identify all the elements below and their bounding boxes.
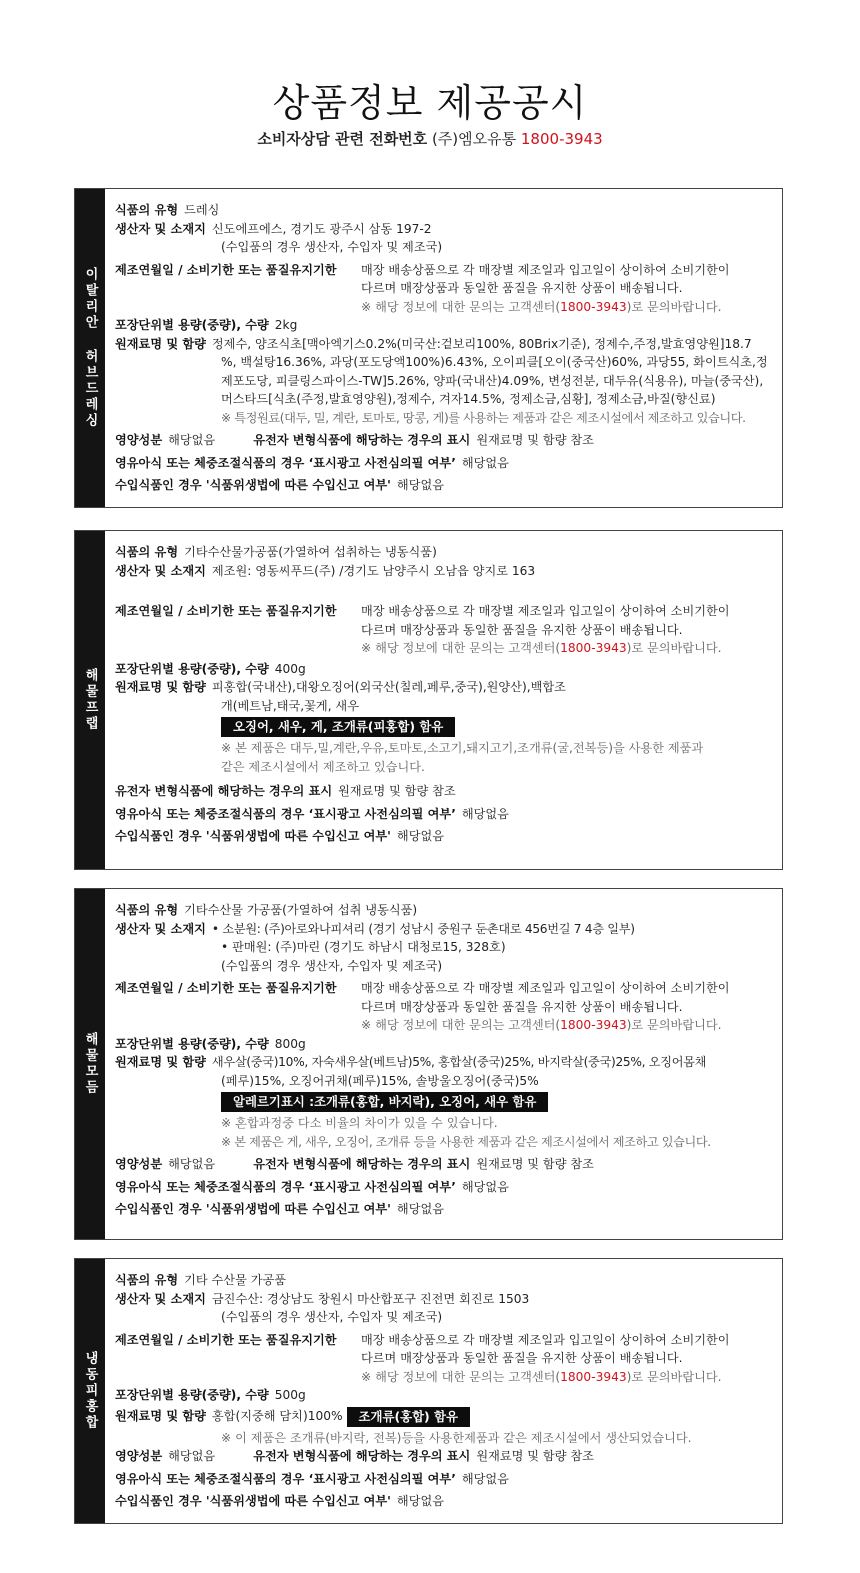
label-producer: 생산자 및 소재지 xyxy=(115,563,206,578)
label-nutrition: 영양성분 xyxy=(115,1449,163,1463)
mfg-note: ※ 해당 정보에 대한 문의는 고객센터(1800-3943)로 문의바랍니다. xyxy=(361,1369,722,1384)
mfg-note: ※ 해당 정보에 대한 문의는 고객센터(1800-3943)로 문의바랍니다. xyxy=(361,299,722,314)
subtitle-label: 소비자상담 관련 전화번호 xyxy=(257,130,428,148)
value-infant: 해당없음 xyxy=(461,1471,509,1486)
value-type: 기타수산물가공품(가열하여 섭취하는 냉동식품) xyxy=(184,545,437,559)
subtitle-company: (주)엠오유통 xyxy=(431,130,517,148)
page-subtitle xyxy=(0,128,860,149)
label-import: 수입식품인 경우 '식품위생법에 따른 수입신고 여부' xyxy=(115,1202,391,1216)
label-type: 식품의 유형 xyxy=(115,203,179,217)
value-nutrition: 해당없음 xyxy=(168,1449,216,1463)
value-producer: 제조원: 영동씨푸드(주) /경기도 남양주시 오남읍 양지로 163 xyxy=(211,563,536,578)
mfg-note: ※ 해당 정보에 대한 문의는 고객센터(1800-3943)로 문의바랍니다. xyxy=(361,641,722,655)
value-mfg-line2: 다르며 매장상품과 동일한 품질을 유지한 상품이 배송됩니다. xyxy=(361,281,683,295)
value-ingredients-line: 새우살(중국)10%, 자숙새우살(베트남)5%, 홍합살(중국)25%, 바지락살(중국)25%, 오징어몸채 xyxy=(211,1055,707,1069)
value-mfg-line1: 매장 배송상품으로 각 매장별 제조일과 입고일이 상이하여 소비기한이 xyxy=(361,262,730,277)
label-infant: 영유아식 또는 체중조절식품의 경우 ‘표시광고 사전심의필 여부’ xyxy=(115,455,456,470)
page-title: 상품정보 제공공시 xyxy=(272,81,588,125)
label-gmo: 유전자 변형식품에 해당하는 경우의 표시 xyxy=(253,1157,471,1171)
label-type: 식품의 유형 xyxy=(115,545,179,559)
section-body xyxy=(115,1271,780,1511)
label-gmo: 유전자 변형식품에 해당하는 경우의 표시 xyxy=(115,784,333,798)
label-mfg: 제조연월일 / 소비기한 또는 품질유지기한 xyxy=(115,262,337,277)
label-infant: 영유아식 또는 체중조절식품의 경우 ‘표시광고 사전심의필 여부’ xyxy=(115,806,456,821)
allergen-badge: 조개류(홍합) 함유 xyxy=(347,1407,470,1427)
mfg-note: ※ 해당 정보에 대한 문의는 고객센터(1800-3943)로 문의바랍니다. xyxy=(361,1018,722,1032)
allergen-badge: 오징어, 새우, 게, 조개류(피홍합) 함유 xyxy=(221,717,455,737)
value-producer: 신도에프에스, 경기도 광주시 삼동 197-2 xyxy=(211,221,432,236)
value-type: 기타수산물 가공품(가열하여 섭취 냉동식품) xyxy=(184,903,418,917)
value-weight: 2kg xyxy=(274,318,298,332)
ingredients-note: ※ 이 제품은 조개류(바지락, 전복)등을 사용한제품과 같은 제조시설에서 생산되었습니다. xyxy=(221,1430,692,1445)
section-side-label: 냉동피홍합 xyxy=(75,1259,105,1523)
ingredients-note: ※ 특정원료(대두, 밀, 계란, 토마토, 땅콩, 게)를 사용하는 제품과 같은 제조시설에서 제조하고 있습니다. xyxy=(221,410,746,425)
section-italian-herb-dressing xyxy=(74,188,783,508)
value-infant: 해당없음 xyxy=(461,806,509,821)
label-ingredients: 원재료명 및 함량 xyxy=(115,336,206,351)
label-weight: 포장단위별 용량(중량), 수량 xyxy=(115,318,269,332)
value-nutrition: 해당없음 xyxy=(168,433,216,447)
value-mfg-line1: 매장 배송상품으로 각 매장별 제조일과 입고일이 상이하여 소비기한이 xyxy=(361,1332,730,1347)
value-mfg-line2: 다르며 매장상품과 동일한 품질을 유지한 상품이 배송됩니다. xyxy=(361,622,683,637)
label-gmo: 유전자 변형식품에 해당하는 경우의 표시 xyxy=(253,433,471,447)
label-type: 식품의 유형 xyxy=(115,1273,179,1287)
value-producer-line: (수입품의 경우 생산자, 수입자 및 제조국) xyxy=(221,958,443,973)
value-producer: • 소분원: (주)아로와나피셔리 (경기 성남시 중원구 둔촌대로 456번길 7 4층 일부) xyxy=(211,921,635,936)
label-ingredients: 원재료명 및 함량 xyxy=(115,1055,206,1069)
label-nutrition: 영양성분 xyxy=(115,1157,163,1171)
value-import: 해당없음 xyxy=(396,829,445,843)
section-body xyxy=(115,901,780,1219)
label-producer: 생산자 및 소재지 xyxy=(115,1291,206,1306)
label-gmo: 유전자 변형식품에 해당하는 경우의 표시 xyxy=(253,1449,471,1463)
section-side-label: 이탈리안 허브드레싱 xyxy=(75,189,105,507)
section-frozen-mussel xyxy=(74,1258,783,1524)
label-mfg: 제조연월일 / 소비기한 또는 품질유지기한 xyxy=(115,981,337,995)
section-side-label: 해물프랩 xyxy=(75,531,105,869)
label-producer: 생산자 및 소재지 xyxy=(115,921,206,936)
value-ingredients-line: (페루)15%, 오징어귀채(페루)15%, 솔방울오징어(중국)5% xyxy=(221,1073,539,1088)
value-mfg-line1: 매장 배송상품으로 각 매장별 제조일과 입고일이 상이하여 소비기한이 xyxy=(361,981,730,995)
label-infant: 영유아식 또는 체중조절식품의 경우 ‘표시광고 사전심의필 여부’ xyxy=(115,1179,456,1194)
value-ingredients-line: 머스타드[식초(주정,발효영양원),정제수, 겨자14.5%, 정제소금,심황], 정제소금,바질(향신료) xyxy=(221,392,716,406)
label-import: 수입식품인 경우 '식품위생법에 따른 수입신고 여부' xyxy=(115,1494,391,1508)
section-body xyxy=(115,543,780,846)
value-nutrition: 해당없음 xyxy=(168,1157,216,1171)
label-import: 수입식품인 경우 '식품위생법에 따른 수입신고 여부' xyxy=(115,829,391,843)
value-ingredients-line: 피홍합(국내산),대왕오징어(외국산(칠레,페루,중국),원양산),백합조 xyxy=(211,680,566,694)
label-mfg: 제조연월일 / 소비기한 또는 품질유지기한 xyxy=(115,1332,337,1347)
value-gmo: 원재료명 및 함량 참조 xyxy=(338,784,456,798)
section-body xyxy=(115,201,780,495)
value-type: 기타 수산물 가공품 xyxy=(184,1273,287,1287)
value-ingredients-line: 개(베트남,태국,꽃게, 새우 xyxy=(221,698,359,713)
label-weight: 포장단위별 용량(중량), 수량 xyxy=(115,1388,269,1402)
value-producer-line: (수입품의 경우 생산자, 수입자 및 제조국) xyxy=(221,240,443,254)
ingredients-note: ※ 본 제품은 대두,밀,계란,우유,토마토,소고기,돼지고기,조개류(굴,전복등)을 사용한 제품과 xyxy=(221,741,704,755)
value-import: 해당없음 xyxy=(396,1494,445,1508)
label-weight: 포장단위별 용량(중량), 수량 xyxy=(115,661,269,676)
value-gmo: 원재료명 및 함량 참조 xyxy=(476,1449,594,1463)
subtitle-phone: 1800-3943 xyxy=(520,130,603,148)
value-ingredients-line: %, 백설탕16.36%, 과당(포도당액100%)6.43%, 오이피클[오이(중국산)60%, 과당55, 화이트식초,정 xyxy=(221,355,768,369)
value-mfg-line2: 다르며 매장상품과 동일한 품질을 유지한 상품이 배송됩니다. xyxy=(361,999,683,1014)
value-producer: 금진수산: 경상남도 창원시 마산합포구 진전면 회진로 1503 xyxy=(211,1291,530,1306)
value-mfg-line1: 매장 배송상품으로 각 매장별 제조일과 입고일이 상이하여 소비기한이 xyxy=(361,604,730,618)
ingredients-note: ※ 혼합과정중 다소 비율의 차이가 있을 수 있습니다. xyxy=(221,1116,498,1130)
value-weight: 800g xyxy=(274,1036,306,1051)
label-nutrition: 영양성분 xyxy=(115,433,163,447)
section-seafood-mix xyxy=(74,888,783,1240)
ingredients-note: ※ 본 제품은 게, 새우, 오징어, 조개류 등을 사용한 제품과 같은 제조시설에서 제조하고 있습니다. xyxy=(221,1134,711,1149)
value-weight: 400g xyxy=(274,661,306,676)
value-import: 해당없음 xyxy=(396,1202,445,1216)
value-ingredients-line: 정제수, 양조식초[맥아엑기스0.2%(미국산:겉보리100%, 80Brix기준), 정제수,주정,발효영양원]18.7 xyxy=(211,336,752,351)
label-type: 식품의 유형 xyxy=(115,903,179,917)
value-mfg-line2: 다르며 매장상품과 동일한 품질을 유지한 상품이 배송됩니다. xyxy=(361,1351,683,1365)
label-ingredients: 원재료명 및 함량 xyxy=(115,1409,206,1424)
value-infant: 해당없음 xyxy=(461,1179,509,1194)
section-side-label: 해물모듬 xyxy=(75,889,105,1239)
label-weight: 포장단위별 용량(중량), 수량 xyxy=(115,1036,269,1051)
value-gmo: 원재료명 및 함량 참조 xyxy=(476,1157,594,1171)
allergen-badge: 알레르기표시 :조개류(홍합, 바지락), 오징어, 새우 함유 xyxy=(221,1092,548,1112)
section-seafood-prep xyxy=(74,530,783,870)
value-type: 드레싱 xyxy=(184,203,220,217)
value-producer-line: (수입품의 경우 생산자, 수입자 및 제조국) xyxy=(221,1310,443,1324)
value-weight: 500g xyxy=(274,1388,306,1402)
label-import: 수입식품인 경우 '식품위생법에 따른 수입신고 여부' xyxy=(115,478,391,492)
label-infant: 영유아식 또는 체중조절식품의 경우 ‘표시광고 사전심의필 여부’ xyxy=(115,1471,456,1486)
value-infant: 해당없음 xyxy=(461,455,509,470)
value-gmo: 원재료명 및 함량 참조 xyxy=(476,433,594,447)
label-mfg: 제조연월일 / 소비기한 또는 품질유지기한 xyxy=(115,604,337,618)
value-ingredients-line: 홍합(지중해 담치)100% xyxy=(211,1409,343,1424)
label-producer: 생산자 및 소재지 xyxy=(115,221,206,236)
value-producer-line: • 판매원: (주)마린 (경기도 하남시 대청로15, 328호) xyxy=(221,940,506,954)
label-ingredients: 원재료명 및 함량 xyxy=(115,680,206,694)
value-ingredients-line: 제포도당, 피클링스파이스-TW]5.26%, 양파(국내산)4.09%, 변성전분, 대두유(식용유), 마늘(중국산), xyxy=(221,373,764,388)
ingredients-note: 같은 제조시설에서 제조하고 있습니다. xyxy=(221,759,425,774)
value-import: 해당없음 xyxy=(396,478,445,492)
